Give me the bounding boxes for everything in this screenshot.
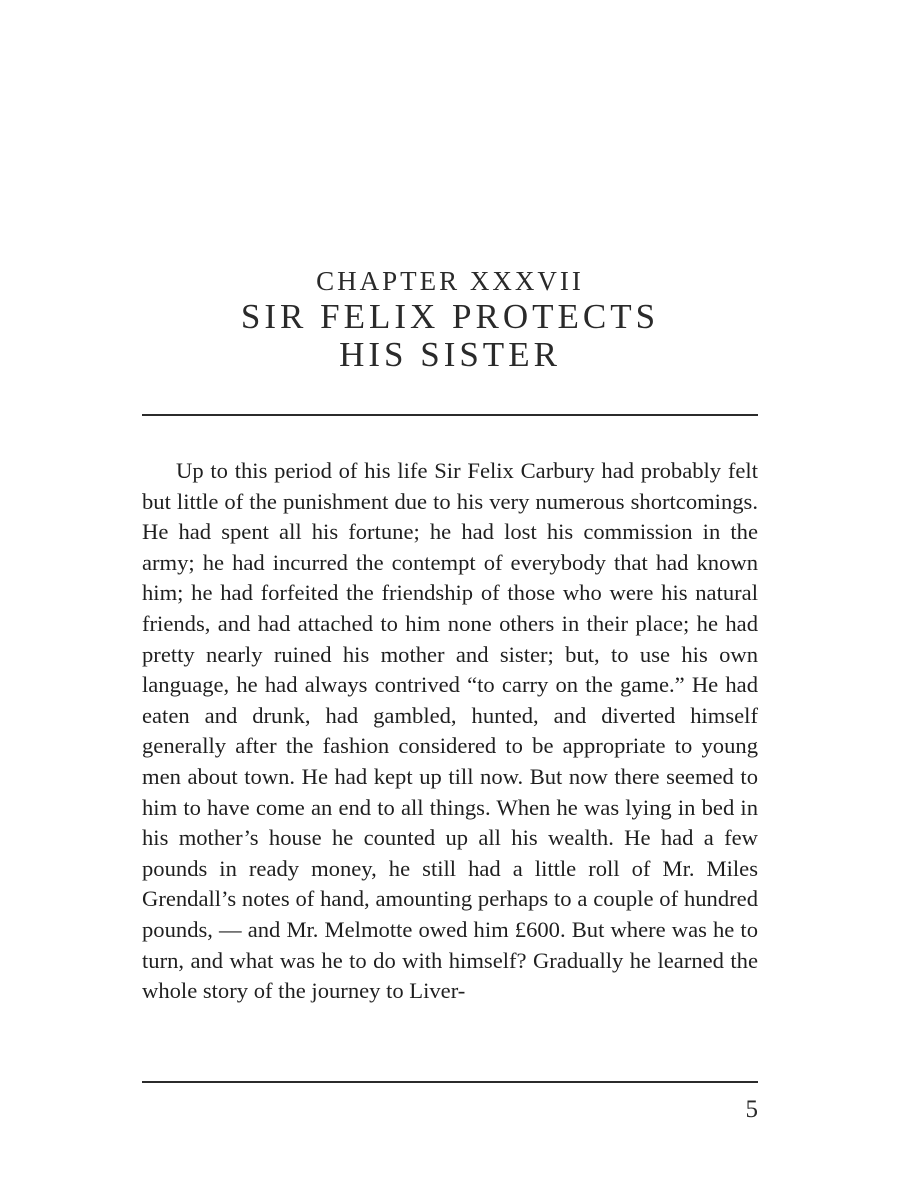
body-paragraph: Up to this period of his life Sir Felix Carbury had probably felt but little of the punishment due to his very numerous shortcomings. He had spent all his fortune; he had lost his commission in the army; he had incurred the contempt of everybody that had known him; he had forfeited the friendship of those who were his natural friends, and had attached to him none others in their place; he had pretty nearly ruined his mother and sister; but, to use his own language, he had always contrived “to carry on the game.” He had eaten and drunk, had gambled, hunted, and diverted himself generally after the fashion considered to be appropriate to young men about town. He had kept up till now. But now there seemed to him to have come an end to all things. When he was lying in bed in his mother’s house he counted up all his wealth. He had a few pounds in ready money, he still had a little roll of Mr. Miles Grendall’s notes of hand, amounting perhaps to a couple of hundred pounds, — and Mr. Melmotte owed him £600. But where was he to turn, and what was he to do with himself? Gradually he learned the whole story of the journey to Liver- <box>142 458 758 1004</box>
top-divider <box>142 414 758 416</box>
chapter-number: CHAPTER XXXVII <box>316 266 584 296</box>
chapter-title <box>0 298 900 374</box>
page-number: 5 <box>745 1096 758 1123</box>
bottom-divider <box>142 1081 758 1083</box>
chapter-title-line-1: SIR FELIX PROTECTS <box>240 297 660 336</box>
chapter-title-line-2: HIS SISTER <box>339 335 561 374</box>
